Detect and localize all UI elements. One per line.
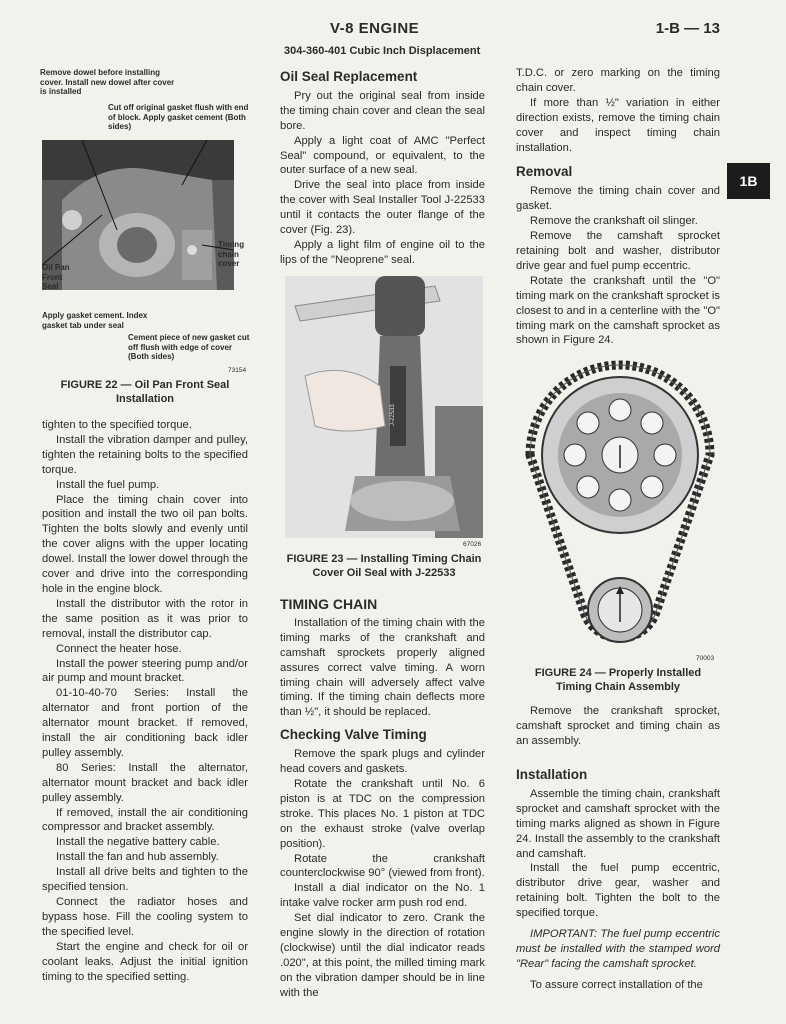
callout-apply-cement: Apply gasket cement. Index gasket tab under seal bbox=[42, 311, 148, 330]
paragraph: Remove the timing chain cover and gasket. bbox=[516, 185, 720, 213]
paragraph: Connect the heater hose. bbox=[56, 642, 182, 655]
callout-cement-piece: Cement piece of new gasket cut off flush with edge of cover (Both sides) bbox=[128, 333, 250, 361]
seal-installer-photo bbox=[285, 276, 483, 538]
paragraph: Place the timing chain cover into position and install the two oil pan bolts. Tighten the bolts slowly and evenly until the cover aligns with the upper locating dowel. Install the lower dowel through the cover and drive into the corresponding hole in the engine block. bbox=[42, 493, 248, 595]
page-header bbox=[0, 16, 786, 44]
callout-dowel: Remove dowel before installing cover. Install new dowel after cover is installed bbox=[40, 68, 175, 96]
figure-23-caption: FIGURE 23 — Installing Timing Chain Cover Oil Seal with J-22533 bbox=[286, 553, 482, 579]
section-heading-installation: Installation bbox=[516, 767, 588, 782]
column-3-text bbox=[516, 66, 720, 348]
paragraph: Remove the spark plugs and cylinder head covers and gaskets. bbox=[280, 748, 485, 776]
figure-23-number: 67026 bbox=[463, 541, 482, 548]
figure-24-caption: FIGURE 24 — Properly Installed Timing Chain Assembly bbox=[534, 667, 702, 693]
timing-chain-figure bbox=[520, 360, 720, 660]
paragraph: Rotate the crankshaft until the "O" timing mark on the crankshaft sprocket is closest to and in a centerline with the "O" timing mark on the camshaft sprocket as shown in Figure 24. bbox=[516, 274, 720, 347]
paragraph: Apply a light coat of AMC "Perfect Seal" compound, or equivalent, to the outer surface of a new seal. bbox=[280, 134, 485, 177]
column-3-lower-text bbox=[516, 764, 720, 993]
figure-24-number: 70003 bbox=[696, 655, 715, 662]
paragraph: If removed, install the air conditioning compressor and bracket assembly. bbox=[42, 806, 248, 834]
paragraph: To assure correct installation of the bbox=[530, 978, 703, 991]
paragraph: Install the distributor with the rotor in the same position as it was prior to removal, install the distributor cap. bbox=[42, 597, 248, 640]
paragraph: Drive the seal into place from inside the cover with Seal Installer Tool J-22533 until it contacts the outer flange of the cover (Fig. 23). bbox=[280, 179, 485, 237]
paragraph: Installation of the timing chain with the timing marks of the crankshaft and camshaft sprockets properly aligned assures correct valve timing. A worn timing chain will adversely affect valve timing. If the timing chain deflects more than ½", it should be replaced. bbox=[280, 616, 485, 719]
paragraph: Remove the camshaft sprocket retaining bolt and washer, distributor drive gear and fuel pump eccentric. bbox=[516, 230, 720, 272]
section-tab: 1B bbox=[727, 163, 770, 199]
callout-cut-gasket: Cut off original gasket flush with end of block. Apply gasket cement (Both sides) bbox=[108, 103, 249, 131]
figure-22-number: 73154 bbox=[228, 367, 247, 374]
paragraph: Remove the crankshaft sprocket, camshaft sprocket and timing chain as an assembly. bbox=[516, 705, 720, 747]
column-2-text bbox=[280, 66, 485, 268]
seal-installer-illustration bbox=[285, 276, 483, 538]
paragraph: 80 Series: Install the alternator, alternator mount bracket and back idler pulley assembly. bbox=[42, 761, 248, 804]
paragraph: Rotate the crankshaft counterclockwise 90° (viewed from front). bbox=[280, 852, 485, 880]
paragraph: T.D.C. or zero marking on the timing chain cover. bbox=[516, 67, 720, 94]
paragraph: Install the fuel pump eccentric, distributor drive gear, washer and retaining bolt. Tighten the bolt to the specified torque. bbox=[516, 862, 720, 920]
column-2-lower-text bbox=[280, 593, 485, 1001]
callout-oil-pan-seal: Oil Pan Front Seal bbox=[42, 263, 70, 291]
engine-subtitle: 304-360-401 Cubic Inch Displacement bbox=[284, 45, 481, 57]
figure-22-caption: FIGURE 22 — Oil Pan Front Seal Installation bbox=[60, 379, 230, 405]
page-title: V-8 ENGINE bbox=[330, 20, 420, 37]
paragraph: Install all drive belts and tighten to the specified tension. bbox=[42, 866, 248, 894]
paragraph: Set dial indicator to zero. Crank the engine slowly in the direction of rotation (clockwise) until the dial indicator reads .020", at this point, the milled timing mark on the vibration damper should be in line with the bbox=[280, 912, 485, 999]
paragraph: Install the fan and hub assembly. bbox=[56, 851, 219, 864]
paragraph: Install the power steering pump and/or air pump and mount bracket. bbox=[42, 657, 248, 685]
paragraph: If more than ½" variation in either direction exists, remove the timing chain cover and inspect timing chain installation. bbox=[516, 96, 720, 154]
tool-label: J-22533 bbox=[390, 404, 396, 426]
paragraph: Remove the crankshaft oil slinger. bbox=[530, 215, 698, 228]
paragraph: Install the fuel pump. bbox=[56, 478, 160, 491]
column-1-text bbox=[42, 418, 248, 984]
timing-chain-illustration bbox=[520, 360, 720, 660]
callout-timing-cover: Timing chain cover bbox=[218, 240, 245, 268]
section-heading-timing-chain: TIMING CHAIN bbox=[280, 596, 378, 612]
paragraph: Connect the radiator hoses and bypass hose. Fill the cooling system to the specified level. bbox=[42, 896, 248, 938]
section-heading-oil-seal: Oil Seal Replacement bbox=[280, 69, 418, 84]
paragraph: tighten to the specified torque. bbox=[42, 419, 192, 431]
paragraph: Start the engine and check for oil or coolant leaks. Adjust the initial ignition timing to the specified setting. bbox=[42, 940, 248, 983]
paragraph: Install a dial indicator on the No. 1 intake valve rocker arm push rod end. bbox=[280, 882, 485, 910]
section-heading-removal: Removal bbox=[516, 164, 573, 180]
section-heading-checking-valve-timing: Checking Valve Timing bbox=[280, 727, 427, 743]
paragraph: Install the vibration damper and pulley, tighten the retaining bolts to the specified torque. bbox=[42, 433, 248, 476]
important-note: IMPORTANT: The fuel pump eccentric must be installed with the stamped word "Rear" facing the camshaft sprocket. bbox=[516, 928, 720, 970]
paragraph: Assemble the timing chain, crankshaft sprocket and camshaft sprocket with the timing marks aligned as shown in Figure 24. Install the assembly to the crankshaft and camshaft. bbox=[516, 787, 720, 860]
paragraph: 01-10-40-70 Series: Install the alternator and front portion of the alternator mount bracket. If removed, install the air conditioning back idler pulley assembly. bbox=[42, 687, 248, 759]
column-3-mid-text bbox=[516, 704, 720, 749]
paragraph: Rotate the crankshaft until No. 6 piston is at TDC on the compression stroke. This places No. 1 piston at TDC on the exhaust stroke (valve overlap position). bbox=[280, 777, 485, 850]
paragraph: Apply a light film of engine oil to the lips of the "Neoprene" seal. bbox=[280, 238, 485, 266]
paragraph: Install the negative battery cable. bbox=[56, 836, 220, 849]
page-number: 1-B — 13 bbox=[655, 20, 720, 37]
paragraph: Pry out the original seal from inside the timing chain cover and clean the seal bore. bbox=[280, 89, 485, 132]
